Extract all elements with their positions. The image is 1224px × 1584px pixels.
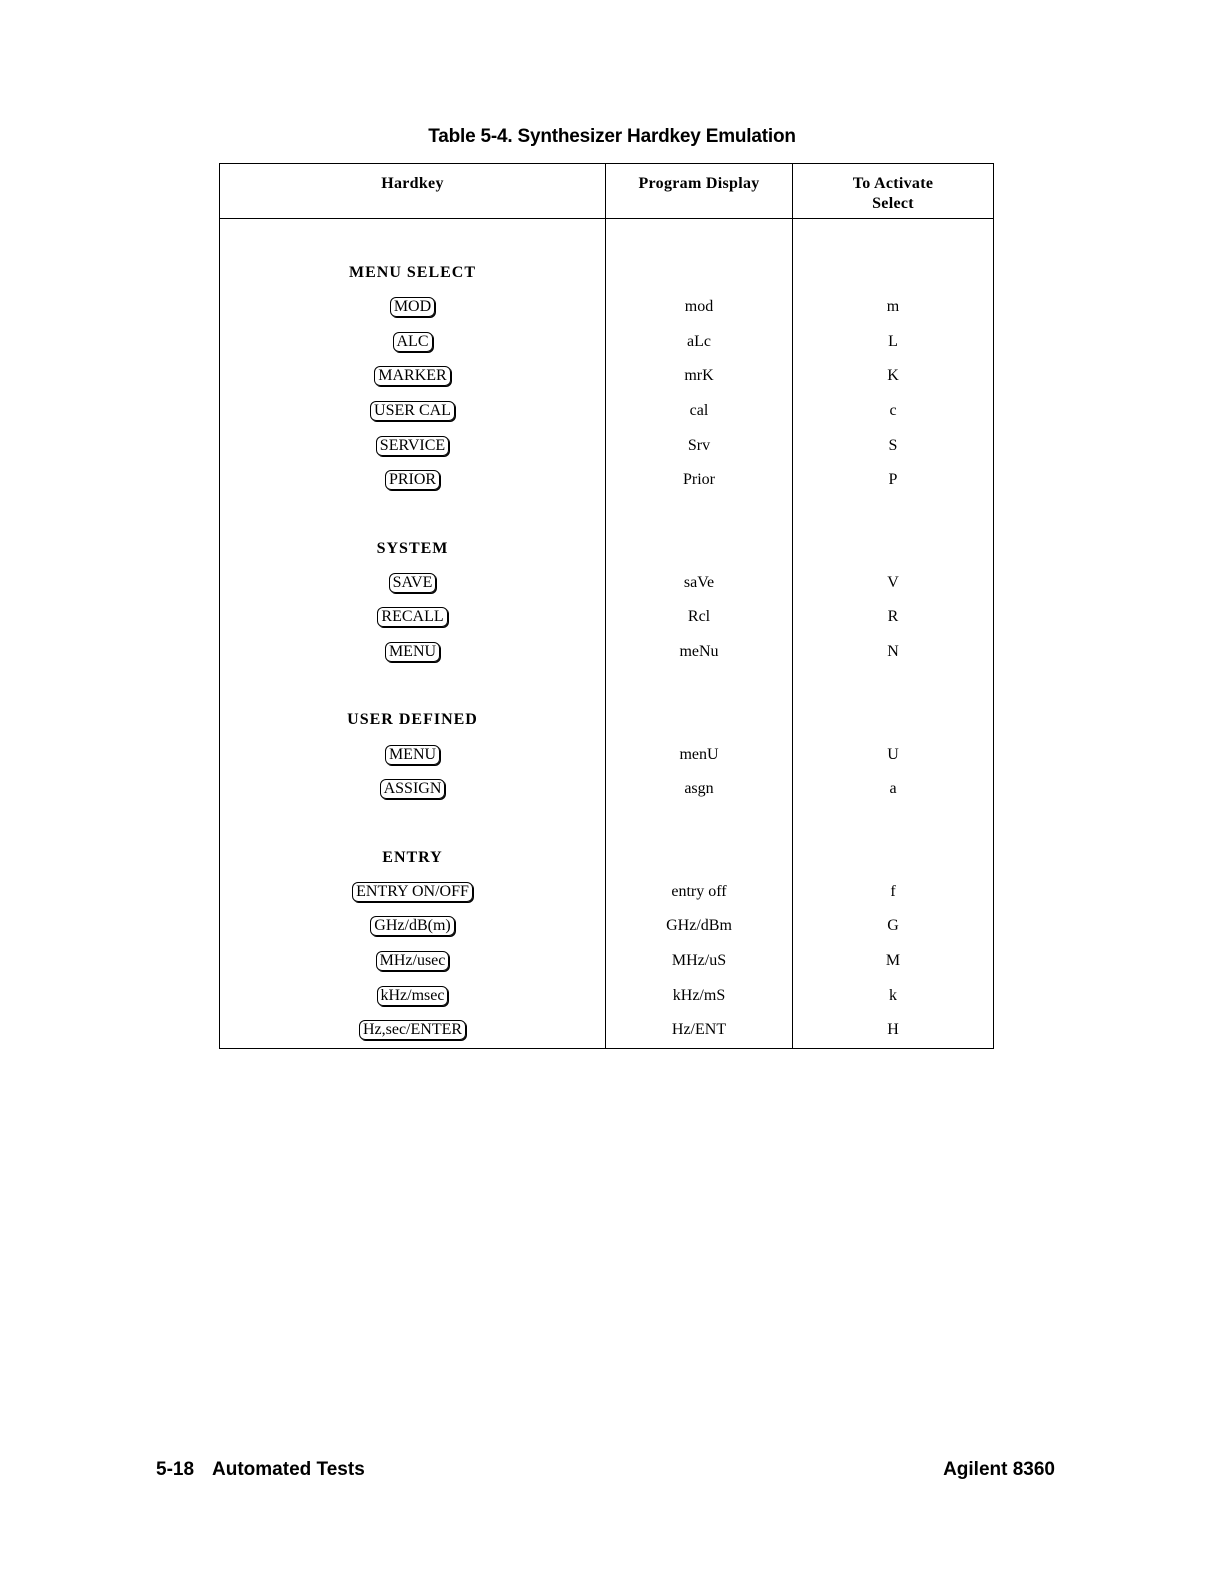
select-cell: M — [793, 944, 994, 979]
program-display-cell: mod — [606, 290, 793, 325]
select-cell: S — [793, 428, 994, 463]
select-cell: K — [793, 359, 994, 394]
select-cell: m — [793, 290, 994, 325]
hardkey-label: ASSIGN — [380, 779, 446, 799]
table-row — [220, 1013, 994, 1048]
hardkey-label: MHz/usec — [376, 951, 450, 971]
table-caption: Table 5-4. Synthesizer Hardkey Emulation — [428, 126, 796, 147]
select-cell: N — [793, 635, 994, 670]
select-cell: H — [793, 1013, 994, 1048]
select-cell: k — [793, 978, 994, 1013]
table-row — [220, 359, 994, 394]
table-row — [220, 394, 994, 429]
select-cell: U — [793, 737, 994, 772]
header-to-activate-line1: To Activate — [852, 175, 934, 192]
hardkey-label: RECALL — [377, 607, 447, 627]
program-display-cell: asgn — [606, 772, 793, 807]
table-row — [220, 635, 994, 670]
table-header-row — [220, 164, 994, 219]
hardkey-label: MENU — [385, 642, 440, 662]
hardkey-label: GHz/dB(m) — [370, 916, 454, 936]
section-title: MENU SELECT — [220, 256, 606, 290]
hardkey-label: kHz/msec — [377, 986, 449, 1006]
program-display-cell: aLc — [606, 325, 793, 360]
table-row — [220, 978, 994, 1013]
program-display-cell: mrK — [606, 359, 793, 394]
program-display-cell: Hz/ENT — [606, 1013, 793, 1048]
product-name: Agilent 8360 — [943, 1459, 1055, 1480]
program-display-cell: cal — [606, 394, 793, 429]
hardkey-label: MENU — [385, 745, 440, 765]
program-display-cell: meNu — [606, 635, 793, 670]
table-row — [220, 290, 994, 325]
table-row — [220, 737, 994, 772]
table-row — [220, 944, 994, 979]
header-program-display: Program Display — [606, 164, 793, 219]
program-display-cell: MHz/uS — [606, 944, 793, 979]
table-row — [220, 566, 994, 601]
select-cell: P — [793, 463, 994, 498]
select-cell: L — [793, 325, 994, 360]
header-to-activate — [793, 164, 994, 219]
table-row — [220, 909, 994, 944]
program-display-cell: entry off — [606, 875, 793, 910]
program-display-cell: GHz/dBm — [606, 909, 793, 944]
program-display-cell: Rcl — [606, 600, 793, 635]
program-display-cell: Prior — [606, 463, 793, 498]
hardkey-label: MOD — [390, 297, 435, 317]
table-row — [220, 600, 994, 635]
program-display-cell: saVe — [606, 566, 793, 601]
program-display-cell: kHz/mS — [606, 978, 793, 1013]
table-row — [220, 428, 994, 463]
hardkey-emulation-table — [219, 163, 994, 1049]
table-row — [220, 463, 994, 498]
header-hardkey: Hardkey — [220, 164, 606, 219]
select-cell: f — [793, 875, 994, 910]
hardkey-label: SERVICE — [376, 436, 449, 456]
select-cell: V — [793, 566, 994, 601]
hardkey-label: ENTRY ON/OFF — [352, 882, 473, 902]
hardkey-label: PRIOR — [385, 470, 440, 490]
select-cell: c — [793, 394, 994, 429]
section-title: USER DEFINED — [220, 703, 606, 737]
select-cell: R — [793, 600, 994, 635]
hardkey-label: SAVE — [389, 573, 437, 593]
hardkey-label: USER CAL — [370, 401, 455, 421]
select-cell: a — [793, 772, 994, 807]
table-row — [220, 325, 994, 360]
select-cell: G — [793, 909, 994, 944]
hardkey-label: Hz,sec/ENTER — [359, 1020, 466, 1040]
section-name: Automated Tests — [212, 1459, 365, 1480]
page-number: 5-18 — [156, 1459, 195, 1480]
page-footer-left — [156, 1459, 365, 1481]
header-to-activate-line2: Select — [872, 195, 914, 212]
hardkey-label: ALC — [393, 332, 433, 352]
section-title: SYSTEM — [220, 532, 606, 566]
table-row — [220, 772, 994, 807]
program-display-cell: menU — [606, 737, 793, 772]
section-title: ENTRY — [220, 841, 606, 875]
hardkey-label: MARKER — [374, 366, 450, 386]
table-body — [220, 219, 994, 1049]
table-row — [220, 875, 994, 910]
program-display-cell: Srv — [606, 428, 793, 463]
